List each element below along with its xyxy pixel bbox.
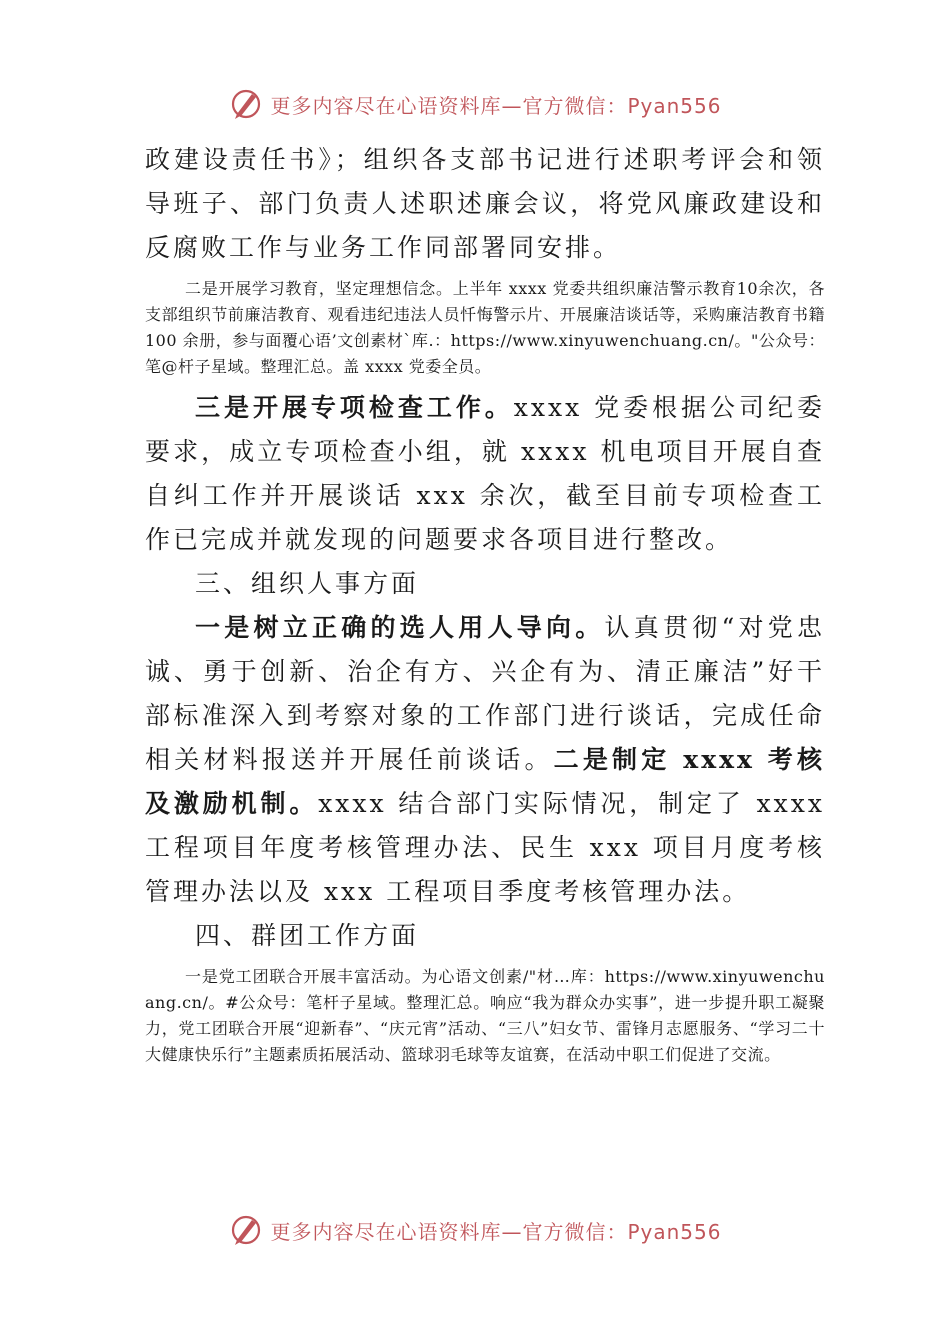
pen-circle-icon — [228, 86, 264, 122]
paragraph-3-lead: 三是开展专项检查工作。 — [195, 393, 514, 422]
paragraph-4-lead: 一是树立正确的选人用人导向。 — [195, 613, 605, 642]
header-watermark-banner — [0, 82, 950, 126]
section-heading-4: 四、群团工作方面 — [195, 921, 420, 950]
paragraph-3-rest: xxxx 党委根据公司纪委要求，成立专项检查小组，就 xxxx 机电项目开展自查自纠工作并开展谈话 xxx 余次，截至目前专项检查工作已完成并就发现的问题要求各项目进行整改。 — [145, 393, 825, 554]
paragraph-2: 二是开展学习教育，坚定理想信念。上半年 xxxx 党委共组织廉洁警示教育10余次，各支部组织节前廉洁教育、观看违纪违法人员忏悔警示片、开展廉洁谈话等，采购廉洁教育书籍 100 余册，参与面覆心语’文创素材`库.：https://www.xinyuwenchuang.cn/。"公众号：笔@杆子星域。整理汇总。盖 xxxx 党委全员。 — [145, 279, 825, 376]
paragraph-4-mid: 认真贯彻“对党忠诚、勇于创新、治企有方、兴企有为、清正廉洁”好干部标准深入到考察对象的工作部门进行谈话，完成任命相关材料报送并开展任前谈话。 — [145, 613, 825, 774]
paragraph-1: 政建设责任书》；组织各支部书记进行述职考评会和领导班子、部门负责人述职述廉会议，将党风廉政建设和反腐败工作与业务工作同部署同安排。 — [145, 145, 825, 262]
banner-text: 更多内容尽在心语资料库—官方微信：Pyan556 — [270, 93, 722, 118]
pen-circle-icon — [228, 1212, 264, 1248]
paragraph-5: 一是党工团联合开展丰富活动。为心语文创素/"材…库：https://www.xinyuwenchuang.cn/。#公众号：笔杆子星域。整理汇总。响应“我为群众办实事”，进一步提升职工凝聚力，党工团联合开展“迎新春”、“庆元宵”活动、“三八”妇女节、雷锋月志愿服务、“学习二十大健康快乐行”主题素质拓展活动、篮球羽毛球等友谊赛，在活动中职工们促进了交流。 — [145, 967, 825, 1064]
document-body — [145, 138, 825, 1068]
paragraph-4 — [145, 606, 825, 914]
paragraph-4-rest: xxxx 结合部门实际情况，制定了 xxxx 工程项目年度考核管理办法、民生 xxx 项目月度考核管理办法以及 xxx 工程项目季度考核管理办法。 — [145, 789, 825, 906]
paragraph-3 — [145, 386, 825, 562]
banner-text: 更多内容尽在心语资料库—官方微信：Pyan556 — [270, 1219, 722, 1244]
paragraph-4-lead2: 二是制定 xxxx 考核及激励机制。 — [145, 745, 825, 818]
section-heading-3: 三、组织人事方面 — [195, 569, 420, 598]
footer-watermark-banner — [0, 1208, 950, 1252]
